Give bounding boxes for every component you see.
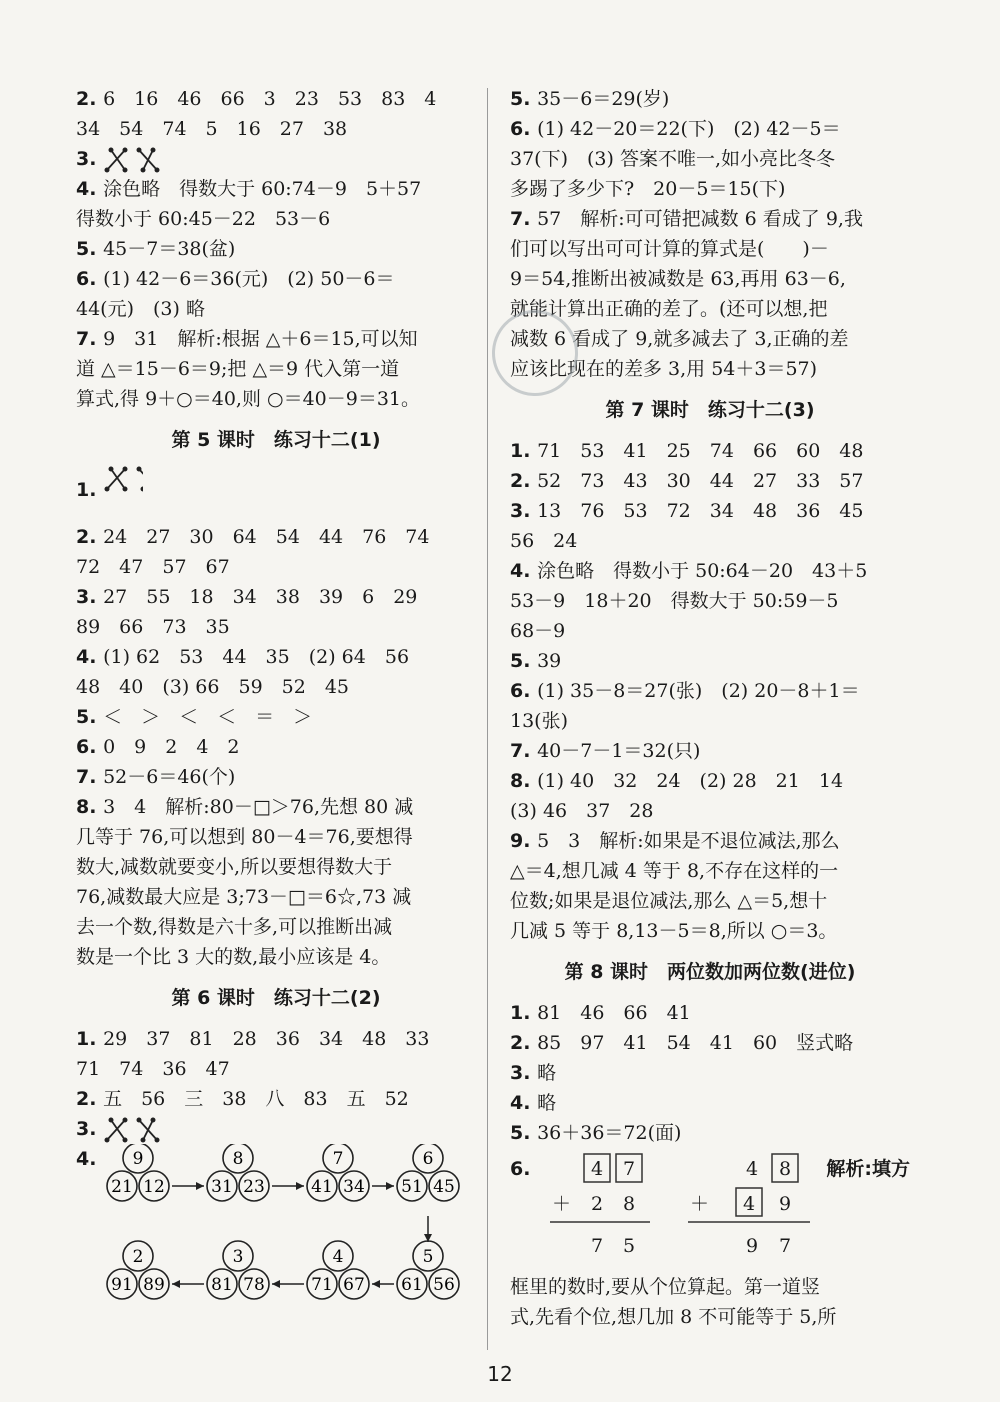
calc1-result-ones: 5 xyxy=(623,1235,636,1257)
lesson-7-answers xyxy=(510,436,910,946)
lesson5-line xyxy=(76,762,476,792)
lesson7-line xyxy=(510,796,910,826)
answer-text: 71 74 36 47 xyxy=(76,1058,230,1080)
left-column xyxy=(76,84,476,1304)
answer-text: 89 66 73 35 xyxy=(76,616,230,638)
left-block1-line xyxy=(76,114,476,144)
lesson5-line xyxy=(76,672,476,702)
lesson7-line xyxy=(510,856,910,886)
answer-text: 应该比现在的差多 3,用 54＋3＝57) xyxy=(510,358,818,380)
question-number: 4. xyxy=(76,1148,104,1170)
lesson5-line xyxy=(76,552,476,582)
answer-text: 略 xyxy=(537,1092,557,1114)
circle-bottom-0-number: 2 xyxy=(132,1247,144,1267)
lesson7-line xyxy=(510,916,910,946)
circle-top-2-number: 34 xyxy=(343,1177,365,1197)
answer-text: △＝4,想几减 4 等于 8,不存在这样的一 xyxy=(510,860,839,882)
lesson7-line xyxy=(510,436,910,466)
question-number: 3. xyxy=(76,1118,104,1140)
right-block1-line xyxy=(510,234,910,264)
circle-bottom-1-number: 81 xyxy=(211,1275,233,1295)
right-block1-line xyxy=(510,294,910,324)
left-block1-line xyxy=(76,294,476,324)
answer-text: 76,减数最大应是 3;73－□＝6☆,73 减 xyxy=(76,886,412,908)
left-block1-line xyxy=(76,204,476,234)
question-number: 3. xyxy=(510,1062,538,1084)
calc1-b-ones: 8 xyxy=(623,1193,636,1215)
lesson6-line xyxy=(76,1084,476,1114)
circle-top-0-number: 12 xyxy=(143,1177,165,1197)
lesson7-line xyxy=(510,526,910,556)
answer-text: 多踢了多少下? 20－5＝15(下) xyxy=(510,178,786,200)
answer-text: 数大,减数就要变小,所以要想得数大于 xyxy=(76,856,393,878)
lesson8-line xyxy=(510,1058,910,1088)
answer-text: 56 24 xyxy=(510,530,578,552)
question-number: 2. xyxy=(76,526,104,548)
lesson6-line xyxy=(76,1114,476,1144)
question-number: 5. xyxy=(510,1122,538,1144)
lesson5-line xyxy=(76,612,476,642)
question-number: 2. xyxy=(76,1088,104,1110)
lesson7-line xyxy=(510,556,910,586)
question-number: 7. xyxy=(510,740,538,762)
left-block-1 xyxy=(76,84,476,414)
answer-text: 9＝54,推断出被减数是 63,再用 63－6, xyxy=(510,268,846,290)
answer-text: 去一个数,得数是六十多,可以推断出减 xyxy=(76,916,393,938)
answer-text: 略 xyxy=(537,1062,557,1084)
question-number: 5. xyxy=(76,238,104,260)
calc2-a-tens: 4 xyxy=(746,1158,759,1180)
lesson7-line xyxy=(510,496,910,526)
lesson8-line xyxy=(510,1028,910,1058)
circle-top-1-number: 23 xyxy=(243,1177,265,1197)
question-number: 1. xyxy=(510,440,538,462)
answer-text: 44(元) (3) 略 xyxy=(76,298,205,320)
calc1-a-tens: 4 xyxy=(591,1158,604,1180)
left-block1-line xyxy=(76,264,476,294)
question-number: 2. xyxy=(76,88,104,110)
answer-text: 52－6＝46(个) xyxy=(103,766,236,788)
question-number: 5. xyxy=(510,650,538,672)
heading-lesson-6: 第 6 课时 练习十二(2) xyxy=(171,987,381,1009)
lesson5-line xyxy=(76,882,476,912)
answer-text: 53－9 18＋20 得数大于 50:59－5 xyxy=(510,590,839,612)
left-block1-line xyxy=(76,144,476,174)
answer-text: 40－7－1＝32(只) xyxy=(537,740,701,762)
left-block1-line xyxy=(76,174,476,204)
q6-label: 解析:填方 xyxy=(826,1158,910,1180)
answer-text: 35－6＝29(岁) xyxy=(537,88,670,110)
heading-lesson-8: 第 8 课时 两位数加两位数(进位) xyxy=(564,961,856,983)
answer-text: 0 9 2 4 2 xyxy=(103,736,240,758)
answer-text: 5 3 解析:如果是不退位减法,那么 xyxy=(537,830,840,852)
answer-text: 3 4 解析:80－□＞76,先想 80 减 xyxy=(103,796,414,818)
answer-text: 52 73 43 30 44 27 33 57 xyxy=(537,470,864,492)
calc2-operator: ＋ xyxy=(690,1193,710,1215)
lesson5-line xyxy=(76,732,476,762)
answer-text: 得数小于 60:45－22 53－6 xyxy=(76,208,331,230)
question-number: 1. xyxy=(510,1002,538,1024)
circle-bottom-0-number: 91 xyxy=(111,1275,133,1295)
heading-lesson-5: 第 5 课时 练习十二(1) xyxy=(171,429,381,451)
answer-text: 五 56 三 38 八 83 五 52 xyxy=(103,1088,409,1110)
answer-text: 算式,得 9＋○＝40,则 ○＝40－9＝31。 xyxy=(76,388,421,410)
answer-text: 45－7＝38(盆) xyxy=(103,238,236,260)
lesson7-line xyxy=(510,736,910,766)
answer-text: 们可以写出可可计算的算式是( )－ xyxy=(510,238,829,260)
answer-text: 就能计算出正确的差了。(还可以想,把 xyxy=(510,298,828,320)
question-number: 6. xyxy=(510,680,538,702)
left-block1-line xyxy=(76,324,476,354)
answer-text: 72 47 57 67 xyxy=(76,556,230,578)
right-block1-line xyxy=(510,144,910,174)
lesson5-line xyxy=(76,702,476,732)
circle-top-0-number: 9 xyxy=(132,1149,144,1169)
circle-bottom-1-number: 78 xyxy=(243,1275,265,1295)
lesson7-line xyxy=(510,706,910,736)
calc1-operator: ＋ xyxy=(552,1193,572,1215)
question-number: 3. xyxy=(510,500,538,522)
answer-text: 36＋36＝72(面) xyxy=(537,1122,682,1144)
vertical-addition-diagram xyxy=(550,1148,850,1272)
lesson5-line xyxy=(76,642,476,672)
lesson5-line xyxy=(76,822,476,852)
lesson6-line xyxy=(76,1054,476,1084)
circle-top-1-number: 31 xyxy=(211,1177,233,1197)
question-number: 9. xyxy=(510,830,538,852)
circle-top-1-number: 8 xyxy=(232,1149,244,1169)
answer-text: 数是一个比 3 大的数,最小应该是 4。 xyxy=(76,946,391,968)
lesson5-line xyxy=(76,942,476,972)
lesson8-line xyxy=(510,1118,910,1148)
calc2-a-ones: 8 xyxy=(779,1158,792,1180)
answer-text: 涂色略 得数大于 60:74－9 5＋57 xyxy=(103,178,422,200)
answer-text: 13 76 53 72 34 48 36 45 xyxy=(537,500,864,522)
calc2-b-ones: 9 xyxy=(779,1193,792,1215)
calc2-result-ones: 7 xyxy=(779,1235,792,1257)
answer-text: 57 解析:可可错把减数 6 看成了 9,我 xyxy=(537,208,863,230)
right-block1-line xyxy=(510,84,910,114)
answer-text: (1) 42－6＝36(元) (2) 50－6＝ xyxy=(103,268,395,290)
lesson5-line xyxy=(76,522,476,552)
matching-lines-vertical-icon xyxy=(103,466,143,516)
q6-explanation xyxy=(510,1272,910,1332)
lesson5-line xyxy=(76,912,476,942)
left-block1-line xyxy=(76,354,476,384)
right-block1-line xyxy=(510,204,910,234)
answer-text: 位数;如果是退位减法,那么 △＝5,想十 xyxy=(510,890,828,912)
explanation-line: 框里的数时,要从个位算起。第一道竖 xyxy=(510,1276,821,1298)
right-column xyxy=(510,84,910,1332)
question-number: 3. xyxy=(76,586,104,608)
question-number: 4. xyxy=(76,178,104,200)
left-block1-line xyxy=(76,84,476,114)
question-number: 5. xyxy=(510,88,538,110)
circle-bottom-1-number: 3 xyxy=(232,1247,244,1267)
circle-bottom-2-number: 4 xyxy=(332,1247,344,1267)
calc1-a-ones: 7 xyxy=(623,1158,636,1180)
question-number: 2. xyxy=(510,470,538,492)
question-number: 6. xyxy=(510,118,538,140)
answer-text: 减数 6 看成了 9,就多减去了 3,正确的差 xyxy=(510,328,849,350)
lesson5-line xyxy=(76,466,476,522)
lesson5-line xyxy=(76,852,476,882)
circle-bottom-2-number: 67 xyxy=(343,1275,365,1295)
lesson7-line xyxy=(510,676,910,706)
lesson7-line xyxy=(510,886,910,916)
answer-text: (3) 46 37 28 xyxy=(510,800,654,822)
lesson5-line xyxy=(76,792,476,822)
answer-text: 13(张) xyxy=(510,710,569,732)
question-number: 7. xyxy=(76,766,104,788)
calc1-b-tens: 2 xyxy=(591,1193,604,1215)
circle-bottom-3-number: 61 xyxy=(401,1275,423,1295)
circle-bottom-3-number: 5 xyxy=(422,1247,434,1267)
answer-text: 几等于 76,可以想到 80－4＝76,要想得 xyxy=(76,826,413,848)
answer-text: 几减 5 等于 8,13－5＝8,所以 ○＝3。 xyxy=(510,920,838,942)
answer-text: 29 37 81 28 36 34 48 33 xyxy=(103,1028,430,1050)
lesson8-line xyxy=(510,1088,910,1118)
right-block1-line xyxy=(510,114,910,144)
circle-top-3-number: 6 xyxy=(422,1149,434,1169)
circle-top-0-number: 21 xyxy=(111,1177,133,1197)
q6-number: 6. xyxy=(510,1158,531,1180)
question-number: 8. xyxy=(510,770,538,792)
lesson7-line xyxy=(510,586,910,616)
calc2-result-tens: 9 xyxy=(746,1235,759,1257)
answer-text: 68－9 xyxy=(510,620,566,642)
q6-area xyxy=(510,1148,910,1272)
right-block1-line xyxy=(510,264,910,294)
circle-bottom-3-number: 56 xyxy=(433,1275,455,1295)
circle-top-3-number: 45 xyxy=(433,1177,455,1197)
answer-text: 道 △＝15－6＝9;把 △＝9 代入第一道 xyxy=(76,358,400,380)
column-divider xyxy=(487,88,488,1350)
circle-top-2-number: 41 xyxy=(311,1177,333,1197)
answer-text: 6 16 46 66 3 23 53 83 4 xyxy=(103,88,437,110)
answer-text: 37(下) (3) 答案不唯一,如小亮比冬冬 xyxy=(510,148,835,170)
question-number: 2. xyxy=(510,1032,538,1054)
lesson-5-answers xyxy=(76,466,476,972)
lesson-6-answers xyxy=(76,1024,476,1304)
answer-text: 34 54 74 5 16 27 38 xyxy=(76,118,348,140)
lesson7-line xyxy=(510,766,910,796)
circle-bottom-2-number: 71 xyxy=(311,1275,333,1295)
answer-text: 71 53 41 25 74 66 60 48 xyxy=(537,440,864,462)
calc1-result-tens: 7 xyxy=(591,1235,604,1257)
heading-lesson-7: 第 7 课时 练习十二(3) xyxy=(605,399,815,421)
answer-text: (1) 62 53 44 35 (2) 64 56 xyxy=(103,646,410,668)
answer-text: 9 31 解析:根据 △＋6＝15,可以知 xyxy=(103,328,418,350)
question-number: 6. xyxy=(76,736,104,758)
answer-text: 24 27 30 64 54 44 76 74 xyxy=(103,526,430,548)
lesson6-line xyxy=(76,1144,476,1304)
question-number: 5. xyxy=(76,706,104,728)
lesson6-line xyxy=(76,1024,476,1054)
question-number: 1. xyxy=(76,1028,104,1050)
explanation-line: 式,先看个位,想几加 8 不可能等于 5,所 xyxy=(510,1306,837,1328)
question-number: 4. xyxy=(510,1092,538,1114)
lesson-8-answers xyxy=(510,998,910,1148)
answer-text: 81 46 66 41 xyxy=(537,1002,691,1024)
answer-text: 涂色略 得数小于 50:64－20 43＋5 xyxy=(537,560,868,582)
lesson7-line xyxy=(510,826,910,856)
question-number: 4. xyxy=(510,560,538,582)
lesson8-line xyxy=(510,998,910,1028)
question-number: 7. xyxy=(76,328,104,350)
circle-bottom-0-number: 89 xyxy=(143,1275,165,1295)
matching-lines-icon xyxy=(103,147,163,173)
lesson7-line xyxy=(510,466,910,496)
question-number: 8. xyxy=(76,796,104,818)
answer-text: 27 55 18 34 38 39 6 29 xyxy=(103,586,418,608)
number-circle-chain-diagram xyxy=(98,1144,478,1304)
lesson7-line xyxy=(510,646,910,676)
answer-text: (1) 40 32 24 (2) 28 21 14 xyxy=(537,770,844,792)
answer-text: 48 40 (3) 66 59 52 45 xyxy=(76,676,350,698)
left-block1-line xyxy=(76,234,476,264)
matching-lines-icon xyxy=(103,1117,163,1143)
answer-text: ＜ ＞ ＜ ＜ ＝ ＞ xyxy=(103,706,313,728)
answer-text: (1) 35－8＝27(张) (2) 20－8＋1＝ xyxy=(537,680,860,702)
lesson7-line xyxy=(510,616,910,646)
question-number: 7. xyxy=(510,208,538,230)
question-number: 1. xyxy=(76,479,104,501)
circle-top-3-number: 51 xyxy=(401,1177,423,1197)
question-number: 4. xyxy=(76,646,104,668)
answer-text: 85 97 41 54 41 60 竖式略 xyxy=(537,1032,854,1054)
question-number: 6. xyxy=(76,268,104,290)
page-number: 12 xyxy=(487,1362,513,1386)
answer-text: (1) 42－20＝22(下) (2) 42－5＝ xyxy=(537,118,841,140)
left-block1-line xyxy=(76,384,476,414)
calc2-b-tens: 4 xyxy=(743,1193,756,1215)
question-number: 3. xyxy=(76,148,104,170)
lesson5-line xyxy=(76,582,476,612)
circle-top-2-number: 7 xyxy=(332,1149,344,1169)
right-block1-line xyxy=(510,174,910,204)
answer-text: 39 xyxy=(537,650,562,672)
